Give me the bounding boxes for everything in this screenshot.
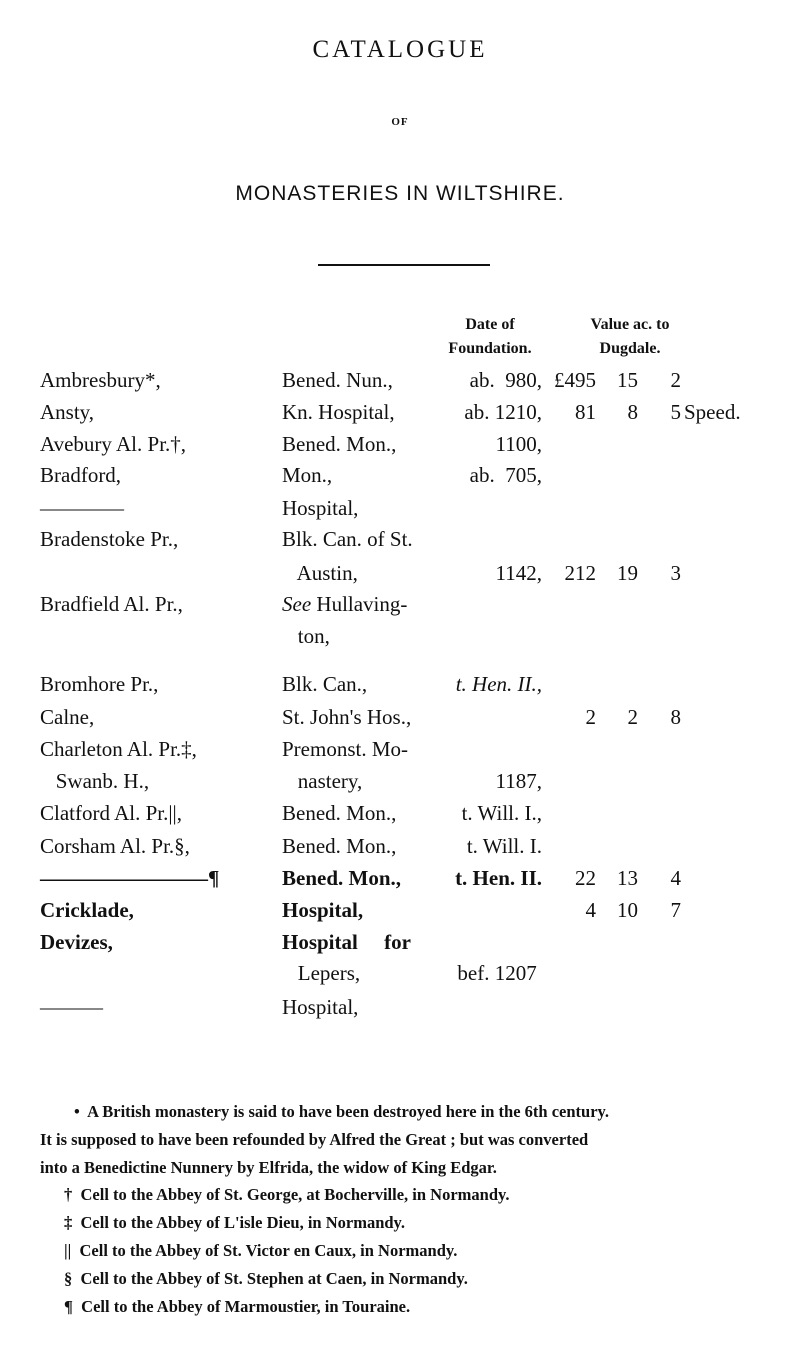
row-type: Bened. Mon., [282, 834, 397, 858]
header-dugdale: Dugdale. [599, 340, 661, 357]
row-date: 1187, [495, 769, 542, 793]
footnote: into a Benedictine Nunnery by Elfrida, the widow of King Edgar. [40, 1157, 497, 1177]
row-name: ————————¶ [40, 866, 220, 890]
row-name: Charleton Al. Pr.‡, [40, 737, 197, 761]
footnote: || Cell to the Abbey of St. Victor en Caux, in Normandy. [64, 1241, 458, 1260]
row-name: Bradfield Al. Pr., [40, 592, 183, 616]
header-value: Value ac. to [590, 316, 670, 333]
row-name: ———— [40, 496, 124, 520]
divider-rule [318, 264, 490, 266]
row-value-pounds: 2 [585, 705, 596, 729]
row-name: Bradenstoke Pr., [40, 527, 179, 551]
row-name: Cricklade, [40, 898, 134, 922]
row-name: Bradford, [40, 463, 122, 487]
row-type: ton, [282, 624, 330, 648]
footnote: † Cell to the Abbey of St. George, at Bocherville, in Normandy. [64, 1185, 510, 1205]
row-name: Ansty, [40, 400, 95, 424]
row-date: ab. 980, [469, 368, 542, 392]
row-note: Speed. [684, 400, 741, 424]
row-type: Bened. Mon., [282, 866, 402, 890]
row-value-shillings: 13 [617, 866, 638, 890]
row-value-pounds: 4 [585, 898, 596, 922]
row-value-shillings: 15 [617, 368, 638, 392]
page-subtitle: MONASTERIES IN WILTSHIRE. [235, 182, 565, 205]
footnote: ¶ Cell to the Abbey of Marmoustier, in Touraine. [64, 1296, 411, 1316]
header-date-of: Date of [465, 316, 515, 333]
row-type: Hospital for [282, 930, 411, 954]
row-name: Corsham Al. Pr.§, [40, 834, 190, 858]
footnote: • A British monastery is said to have been destroyed here in the 6th century. [74, 1102, 610, 1121]
row-type: Hospital, [282, 995, 359, 1019]
row-value-pence: 8 [670, 705, 681, 729]
row-type: nastery, [282, 769, 363, 793]
row-value-pence: 3 [670, 561, 681, 585]
row-type: Kn. Hospital, [282, 400, 395, 424]
row-date: bef. 1207 [457, 961, 542, 985]
footnote: ‡ Cell to the Abbey of L'isle Dieu, in Normandy. [64, 1213, 406, 1233]
row-name: Swanb. H., [40, 769, 150, 793]
row-value-shillings: 19 [617, 561, 638, 585]
row-name: Avebury Al. Pr.†, [40, 432, 187, 456]
row-type: Bened. Nun., [282, 368, 393, 392]
row-type: Hospital, [282, 898, 364, 922]
row-type: Mon., [282, 463, 333, 487]
row-value-shillings: 2 [627, 705, 638, 729]
row-date: ab. 705, [469, 463, 542, 487]
footnote: § Cell to the Abbey of St. Stephen at Caen, in Normandy. [64, 1268, 468, 1288]
row-date: ab. 1210, [464, 400, 542, 424]
title-connector: OF [391, 116, 409, 128]
row-date: t. Hen. II., [455, 672, 542, 696]
row-value-pence: 2 [670, 368, 681, 392]
row-value-pounds: £495 [554, 368, 596, 392]
row-type: Bened. Mon., [282, 432, 397, 456]
row-name: ——— [40, 995, 103, 1019]
row-name: Calne, [40, 705, 95, 729]
row-value-pounds: 212 [564, 561, 596, 585]
row-name: Bromhore Pr., [40, 672, 159, 696]
row-value-pence: 7 [670, 898, 681, 922]
row-value-pence: 5 [670, 400, 681, 424]
row-type: Lepers, [282, 961, 361, 985]
row-date: t. Hen. II. [455, 866, 542, 890]
row-type: Hospital, [282, 496, 359, 520]
row-value-pence: 4 [670, 866, 681, 890]
page-title: CATALOGUE [312, 36, 488, 63]
row-type: Bened. Mon., [282, 801, 397, 825]
row-type: Blk. Can., [282, 672, 368, 696]
row-value-pounds: 81 [575, 400, 596, 424]
row-type: St. John's Hos., [282, 705, 412, 729]
row-type: Premonst. Mo- [282, 737, 408, 761]
row-value-shillings: 8 [627, 400, 638, 424]
row-type: Austin, [282, 561, 358, 585]
footnote: It is supposed to have been refounded by Alfred the Great ; but was converted [40, 1129, 589, 1149]
row-name: Clatford Al. Pr.||, [40, 801, 182, 825]
row-type: See Hullaving- [282, 592, 408, 616]
row-date: 1100, [495, 432, 542, 456]
header-foundation: Foundation. [448, 340, 532, 357]
row-date: 1142, [495, 561, 542, 585]
row-date: t. Will. I. [466, 834, 542, 858]
row-name: Ambresbury*, [40, 368, 161, 392]
row-date: t. Will. I., [461, 801, 542, 825]
row-name: Devizes, [40, 930, 113, 954]
row-value-pounds: 22 [575, 866, 596, 890]
row-value-shillings: 10 [617, 898, 638, 922]
row-type: Blk. Can. of St. [282, 527, 413, 551]
